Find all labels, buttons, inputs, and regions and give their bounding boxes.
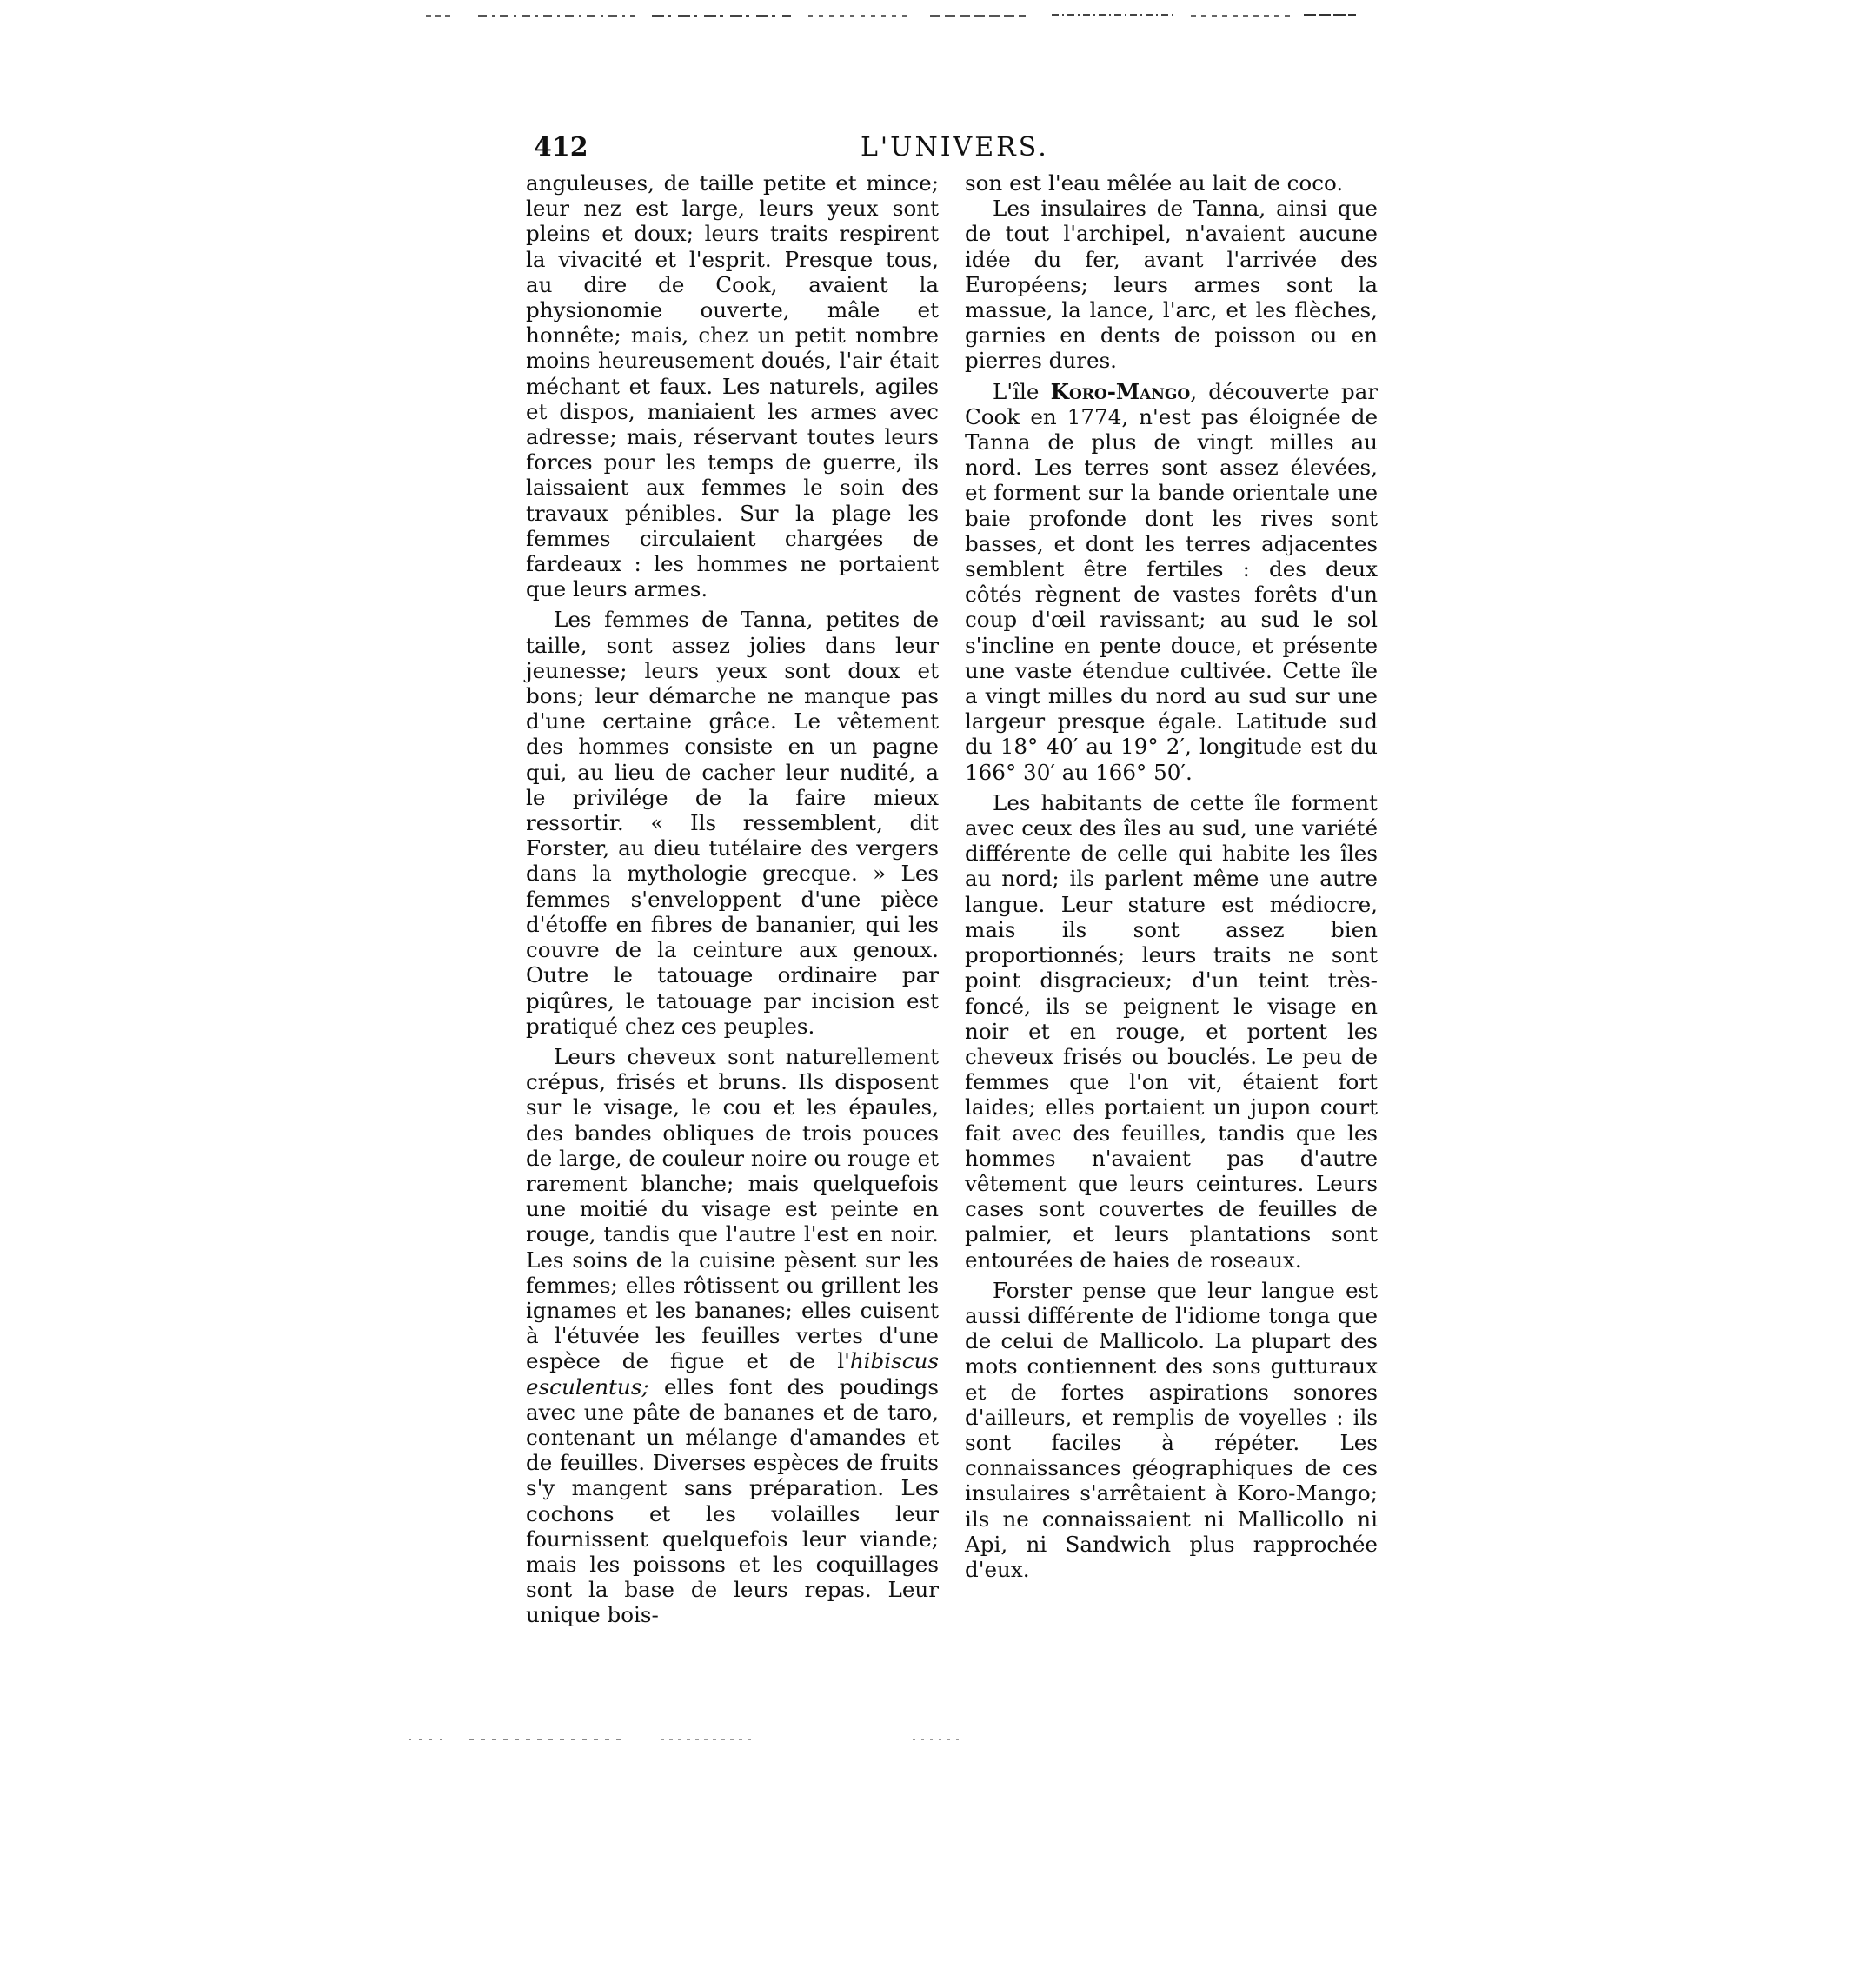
- left-paragraph-1: anguleuses, de taille petite et mince; leur nez est large, leurs yeux sont pleins et doux; leurs traits respirent la vivacité et l'esprit. Presque tous, au dire de Cook, avaient la physionomie ouverte, mâle et honnête; mais, chez un petit nombre moins heureusement doués, l'air était méchant et faux. Les naturels, agiles et dispos, maniaient les armes avec adresse; mais, réservant toutes leurs forces pour les temps de guerre, ils laissaient aux femmes le soin des travaux pénibles. Sur la plage les femmes circulaient chargées de fardeaux : les hommes ne portaient que leurs armes.: [526, 170, 939, 602]
- right-paragraph-2-prefix: L'île: [993, 378, 1051, 404]
- page-header: [522, 130, 1382, 165]
- scan-artifact-bottom: [409, 1737, 965, 1742]
- right-paragraph-2: [965, 379, 1378, 785]
- left-paragraph-3: [526, 1044, 939, 1628]
- page-number: 412: [534, 132, 588, 163]
- book-page: [522, 130, 1382, 1628]
- right-column: [965, 170, 1378, 1582]
- running-title: L'UNIVERS.: [861, 132, 1049, 163]
- right-paragraph-2-rest: , découverte par Cook en 1774, n'est pas éloignée de Tanna de plus de vingt milles au nord. Les terres sont assez élevées, et forment sur la bande orientale une baie profonde dont les rives sont basses, et dont les terres adjacentes semblent être fertiles : des deux côtés règnent de vastes forêts d'un coup d'œil ravissant; au sud le sol s'incline en pente douce, et présente une vaste étendue cultivée. Cette île a vingt milles du nord au sud sur une largeur presque égale. Latitude sud du 18° 40′ au 19° 2′, longitude est du 166° 30′ au 166° 50′.: [965, 378, 1378, 785]
- island-name: Koro-Mango: [1050, 378, 1191, 404]
- right-paragraph-4: Forster pense que leur langue est aussi différente de l'idiome tonga que de celui de Mallicolo. La plupart des mots contiennent des sons gutturaux et de fortes aspirations sonores d'ailleurs, et remplis de voyelles : ils sont faciles à répéter. Les connaissances géographiques de ces insulaires s'arrêtaient à Koro-Mango; ils ne connaissaient ni Mallicollo ni Api, ni Sandwich plus rapprochée d'eux.: [965, 1277, 1378, 1582]
- latin-term: hibiscus esculentus;: [526, 1348, 939, 1400]
- left-paragraph-3-end: elles font des poudings avec une pâte de bananes et de taro, contenant un mélange d'amandes et de feuilles. Diverses espèces de fruits s'y mangent sans préparation. Les cochons et les volailles leur fournissent quelquefois leur viande; mais les poissons et les coquillages sont la base de leurs repas. Leur unique bois-: [526, 1373, 939, 1628]
- left-column: [526, 170, 939, 1628]
- right-paragraph-1: Les insulaires de Tanna, ainsi que de tout l'archipel, n'avaient aucune idée du fer, avant l'arrivée des Européens; leurs armes sont la massue, la lance, l'arc, et les flèches, garnies en dents de poisson ou en pierres dures.: [965, 196, 1378, 374]
- right-paragraph-3: Les habitants de cette île forment avec ceux des îles au sud, une variété différente de celle qui habite les îles au nord; ils parlent même une autre langue. Leur stature est médiocre, mais ils sont assez bien proportionnés; leurs traits ne sont point disgracieux; d'un teint très-foncé, ils se peignent le visage en noir et en rouge, et portent les cheveux frisés ou bouclés. Le peu de femmes que l'on vit, étaient fort laides; elles portaient un jupon court fait avec des feuilles, tandis que les hommes n'avaient pas d'autre vêtement que leurs ceintures. Leurs cases sont couvertes de feuilles de palmier, et leurs plantations sont entourées de haies de roseaux.: [965, 789, 1378, 1273]
- left-paragraph-3-start: Leurs cheveux sont naturellement crépus, frisés et bruns. Ils disposent sur le visage, le cou et les épaules, des bandes obliques de trois pouces de large, de couleur noire ou rouge et rarement blanche; mais quelquefois une moitié du visage est peinte en rouge, tandis que l'autre l'est en noir. Les soins de la cuisine pèsent sur les femmes; elles rôtissent ou grillent les ignames et les bananes; elles cuisent à l'étuvée les feuilles vertes d'une espèce de figue et de l': [526, 1043, 939, 1374]
- scan-artifact-top: [426, 12, 1365, 19]
- right-paragraph-0: son est l'eau mêlée au lait de coco.: [965, 170, 1344, 196]
- left-paragraph-2: Les femmes de Tanna, petites de taille, sont assez jolies dans leur jeunesse; leurs yeux sont doux et bons; leur démarche ne manque pas d'une certaine grâce. Le vêtement des hommes consiste en un pagne qui, au lieu de cacher leur nudité, a le privilége de la faire mieux ressortir. « Ils ressemblent, dit Forster, au dieu tutélaire des vergers dans la mythologie grecque. » Les femmes s'enveloppent d'une pièce d'étoffe en fibres de bananier, qui les couvre de la ceinture aux genoux. Outre le tatouage ordinaire par piqûres, le tatouage par incision est pratiqué chez ces peuples.: [526, 607, 939, 1039]
